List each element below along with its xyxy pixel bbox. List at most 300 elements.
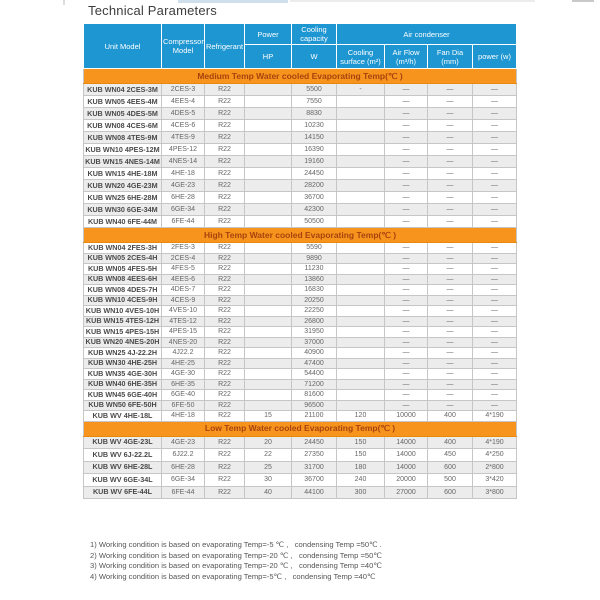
- fan-dia-cell: —: [428, 168, 473, 180]
- power-hp-cell: [245, 327, 292, 338]
- air-flow-cell: 14000: [385, 436, 428, 449]
- power-hp-cell: [245, 379, 292, 390]
- air-flow-cell: —: [385, 253, 428, 264]
- power-hp-cell: [245, 120, 292, 132]
- table-row: [84, 358, 517, 369]
- refrigerant-cell: R22: [205, 243, 245, 254]
- fan-dia-cell: —: [428, 216, 473, 228]
- cooling-surface-cell: [337, 216, 385, 228]
- unit-model-cell: KUB WN05 4EES-4M: [84, 96, 162, 108]
- refrigerant-cell: R22: [205, 274, 245, 285]
- cooling-surface-cell: 300: [337, 486, 385, 499]
- unit-model-cell: KUB WN20 4GE-23M: [84, 180, 162, 192]
- power-w-cell: —: [473, 120, 517, 132]
- power-w-cell: 4*190: [473, 411, 517, 422]
- compressor-model-cell: 2FES-3: [162, 243, 205, 254]
- table-row: [84, 96, 517, 108]
- cooling-capacity-w-cell: 37000: [292, 337, 337, 348]
- table-row: [84, 348, 517, 359]
- power-hp-cell: 40: [245, 486, 292, 499]
- compressor-model-cell: 6GE-34: [162, 474, 205, 487]
- compressor-model-cell: 6GE-34: [162, 204, 205, 216]
- unit-model-cell: KUB WN10 4VES-10H: [84, 306, 162, 317]
- air-flow-cell: —: [385, 132, 428, 144]
- compressor-model-cell: 4DES-7: [162, 285, 205, 296]
- col-header-cooling-surface: Cooling surface (m²): [337, 45, 385, 69]
- power-hp-cell: 25: [245, 461, 292, 474]
- power-w-cell: 2*800: [473, 461, 517, 474]
- power-hp-cell: [245, 369, 292, 380]
- refrigerant-cell: R22: [205, 216, 245, 228]
- refrigerant-cell: R22: [205, 96, 245, 108]
- cooling-capacity-w-cell: 5590: [292, 243, 337, 254]
- unit-model-cell: KUB WN15 4NES-14M: [85, 156, 160, 166]
- compressor-model-cell: 4GE-23: [162, 180, 205, 192]
- power-hp-cell: [245, 180, 292, 192]
- compressor-model-cell: 6HE-35: [162, 379, 205, 390]
- power-w-cell: —: [473, 358, 517, 369]
- compressor-model-cell: 4NES-20: [162, 337, 205, 348]
- power-hp-cell: [245, 96, 292, 108]
- unit-model-cell: KUB WN04 2FES-3H: [84, 243, 162, 254]
- compressor-model-cell: 6HE-28: [162, 192, 205, 204]
- power-hp-cell: [245, 132, 292, 144]
- compressor-model-cell: 4FES-5: [162, 264, 205, 275]
- refrigerant-cell: R22: [205, 180, 245, 192]
- fan-dia-cell: —: [428, 400, 473, 411]
- cooling-surface-cell: [337, 358, 385, 369]
- cooling-surface-cell: 180: [337, 461, 385, 474]
- unit-model-cell: KUB WN08 4CES-6M: [84, 120, 162, 132]
- refrigerant-cell: R22: [205, 144, 245, 156]
- power-w-cell: —: [473, 144, 517, 156]
- power-hp-cell: [245, 306, 292, 317]
- note: 4) Working condition is based on evaporating Temp=-5℃ , condensing Temp =40℃: [90, 571, 376, 581]
- cooling-capacity-w-cell: 71200: [292, 379, 337, 390]
- power-w-cell: —: [473, 400, 517, 411]
- compressor-model-cell: 4J22.2: [162, 348, 205, 359]
- unit-model-cell: KUB WV 6HE-28L: [84, 461, 162, 474]
- table-row: [84, 390, 517, 401]
- compressor-model-cell: 4TES-12: [162, 316, 205, 327]
- table-row: [84, 474, 517, 487]
- refrigerant-cell: R22: [205, 253, 245, 264]
- power-w-cell: —: [473, 192, 517, 204]
- cooling-capacity-w-cell: 27350: [292, 449, 337, 462]
- table-row: [84, 486, 517, 499]
- cooling-surface-cell: [337, 180, 385, 192]
- fan-dia-cell: 600: [428, 486, 473, 499]
- cooling-capacity-w-cell: 26800: [292, 316, 337, 327]
- compressor-model-cell: 2CES-4: [162, 253, 205, 264]
- unit-model-cell: KUB WV 6GE-34L: [84, 474, 162, 487]
- cooling-surface-cell: [337, 156, 385, 168]
- power-w-cell: —: [473, 132, 517, 144]
- table-row: [84, 400, 517, 411]
- compressor-model-cell: 4GE-30: [162, 369, 205, 380]
- refrigerant-cell: R22: [205, 390, 245, 401]
- unit-model-cell: KUB WV 6FE-44L: [84, 486, 162, 499]
- note: 1) Working condition is based on evaporating Temp=-5 ℃ , condensing Temp =50℃ .: [90, 540, 382, 549]
- table-row: [84, 337, 517, 348]
- cooling-capacity-w-cell: 54400: [292, 369, 337, 380]
- compressor-model-cell: 6HE-28: [162, 461, 205, 474]
- power-w-cell: —: [473, 337, 517, 348]
- fan-dia-cell: 400: [428, 411, 473, 422]
- power-hp-cell: [245, 274, 292, 285]
- compressor-model-cell: 4HE-25: [162, 358, 205, 369]
- unit-model-cell: KUB WN08 4DES-7H: [84, 285, 162, 296]
- cooling-capacity-w-cell: 47400: [292, 358, 337, 369]
- unit-model-cell: KUB WN25 6HE-28M: [84, 192, 162, 204]
- table-row: [84, 108, 517, 120]
- fan-dia-cell: —: [428, 327, 473, 338]
- cooling-surface-cell: [337, 295, 385, 306]
- air-flow-cell: —: [385, 108, 428, 120]
- fan-dia-cell: —: [428, 295, 473, 306]
- air-flow-cell: —: [385, 120, 428, 132]
- cooling-capacity-w-cell: 5500: [292, 84, 337, 96]
- table-row: [84, 132, 517, 144]
- refrigerant-cell: R22: [205, 348, 245, 359]
- air-flow-cell: 10000: [385, 411, 428, 422]
- power-w-cell: —: [473, 243, 517, 254]
- power-hp-cell: [245, 264, 292, 275]
- unit-model-cell: KUB WN10 4CES-9H: [84, 295, 162, 306]
- power-w-cell: —: [473, 327, 517, 338]
- power-w-cell: —: [473, 348, 517, 359]
- power-w-cell: —: [473, 180, 517, 192]
- col-header-power-w: power (w): [473, 45, 517, 69]
- table-row: [84, 216, 517, 228]
- fan-dia-cell: 450: [428, 449, 473, 462]
- air-flow-cell: 20000: [385, 474, 428, 487]
- table-row: [84, 379, 517, 390]
- fan-dia-cell: —: [428, 96, 473, 108]
- compressor-model-cell: 4EES-6: [162, 274, 205, 285]
- table-row: [84, 243, 517, 254]
- cooling-surface-cell: 150: [337, 449, 385, 462]
- fan-dia-cell: —: [428, 204, 473, 216]
- compressor-model-cell: 4NES-14: [162, 156, 205, 168]
- cooling-surface-cell: [337, 379, 385, 390]
- air-flow-cell: —: [385, 295, 428, 306]
- unit-model-cell: KUB WN08 4TES-9M: [84, 132, 162, 144]
- air-flow-cell: —: [385, 243, 428, 254]
- table-row: [84, 449, 517, 462]
- fan-dia-cell: 600: [428, 461, 473, 474]
- power-hp-cell: [245, 390, 292, 401]
- power-hp-cell: 22: [245, 449, 292, 462]
- fan-dia-cell: —: [428, 274, 473, 285]
- header-row-groups: [84, 24, 517, 45]
- power-w-cell: —: [473, 295, 517, 306]
- table-row: [84, 369, 517, 380]
- unit-model-cell: KUB WV 6J-22.2L: [84, 449, 162, 462]
- compressor-model-cell: 4DES-5: [162, 108, 205, 120]
- power-w-cell: —: [473, 96, 517, 108]
- refrigerant-cell: R22: [205, 306, 245, 317]
- col-header-refrigerant: Refrigerant: [205, 24, 245, 69]
- table-row: [84, 264, 517, 275]
- unit-model-cell: KUB WN40 6FE-44M: [84, 216, 162, 228]
- cooling-surface-cell: [337, 274, 385, 285]
- fan-dia-cell: —: [428, 108, 473, 120]
- col-header-cooling-capacity-group: Cooling capacity: [292, 24, 337, 45]
- unit-model-cell: KUB WN08 4EES-6H: [84, 274, 162, 285]
- unit-model-cell: KUB WV 4GE-23L: [84, 436, 162, 449]
- cooling-surface-cell: -: [337, 84, 385, 96]
- cooling-capacity-w-cell: 36700: [292, 192, 337, 204]
- table-row: [84, 253, 517, 264]
- power-hp-cell: [245, 204, 292, 216]
- fan-dia-cell: —: [428, 348, 473, 359]
- cooling-surface-cell: 240: [337, 474, 385, 487]
- cooling-surface-cell: [337, 108, 385, 120]
- air-flow-cell: —: [385, 216, 428, 228]
- power-hp-cell: [245, 192, 292, 204]
- cooling-capacity-w-cell: 16830: [292, 285, 337, 296]
- compressor-model-cell: 4HE-18: [162, 168, 205, 180]
- fan-dia-cell: —: [428, 144, 473, 156]
- refrigerant-cell: R22: [205, 400, 245, 411]
- power-w-cell: —: [473, 168, 517, 180]
- refrigerant-cell: R22: [205, 108, 245, 120]
- power-w-cell: —: [473, 316, 517, 327]
- cooling-capacity-w-cell: 50500: [292, 216, 337, 228]
- unit-model-cell: KUB WN35 4GE-30H: [84, 369, 162, 380]
- cooling-surface-cell: [337, 120, 385, 132]
- power-hp-cell: [245, 400, 292, 411]
- air-flow-cell: —: [385, 285, 428, 296]
- power-w-cell: —: [473, 274, 517, 285]
- cooling-surface-cell: [337, 400, 385, 411]
- power-hp-cell: [245, 348, 292, 359]
- refrigerant-cell: R22: [205, 316, 245, 327]
- compressor-model-cell: 6J22.2: [162, 449, 205, 462]
- note: 3) Working condition is based on evaporating Temp=-20 ℃ , condensing Temp =40℃: [90, 561, 382, 571]
- power-w-cell: —: [473, 156, 517, 168]
- compressor-model-cell: 4PES-12: [162, 144, 205, 156]
- cooling-capacity-w-cell: 16390: [292, 144, 337, 156]
- unit-model-cell: KUB WN05 4DES-5M: [84, 108, 162, 120]
- refrigerant-cell: R22: [205, 449, 245, 462]
- table-row: [84, 327, 517, 338]
- col-header-air-flow: Air Flow (m³/h): [385, 45, 428, 69]
- unit-model-cell: KUB WN45 6GE-40H: [84, 390, 162, 401]
- unit-model-cell: KUB WN05 4FES-5H: [84, 264, 162, 275]
- table-header: [84, 24, 517, 69]
- power-hp-cell: [245, 144, 292, 156]
- table-row: [84, 120, 517, 132]
- cooling-capacity-w-cell: 14150: [292, 132, 337, 144]
- compressor-model-cell: 6FE-44: [162, 216, 205, 228]
- air-flow-cell: —: [385, 274, 428, 285]
- power-hp-cell: [245, 168, 292, 180]
- top-edge-artifact: [572, 0, 594, 2]
- cooling-surface-cell: [337, 253, 385, 264]
- table-row: [84, 316, 517, 327]
- cooling-capacity-w-cell: 24450: [292, 168, 337, 180]
- table-row: [84, 156, 517, 168]
- section-header-low: [84, 421, 517, 436]
- air-flow-cell: —: [385, 327, 428, 338]
- cooling-capacity-w-cell: 19160: [292, 156, 337, 168]
- power-hp-cell: 15: [245, 411, 292, 422]
- cooling-surface-cell: [337, 192, 385, 204]
- cooling-surface-cell: [337, 316, 385, 327]
- refrigerant-cell: R22: [205, 204, 245, 216]
- air-flow-cell: —: [385, 369, 428, 380]
- cooling-capacity-w-cell: 42300: [292, 204, 337, 216]
- compressor-model-cell: 4TES-9: [162, 132, 205, 144]
- power-hp-cell: [245, 285, 292, 296]
- power-w-cell: —: [473, 108, 517, 120]
- air-flow-cell: 14000: [385, 449, 428, 462]
- cooling-surface-cell: [337, 306, 385, 317]
- cooling-surface-cell: [337, 264, 385, 275]
- air-flow-cell: —: [385, 84, 428, 96]
- compressor-model-cell: 4HE-18: [162, 411, 205, 422]
- compressor-model-cell: 6FE-44: [162, 486, 205, 499]
- cooling-surface-cell: [337, 144, 385, 156]
- fan-dia-cell: —: [428, 253, 473, 264]
- cooling-capacity-w-cell: 96500: [292, 400, 337, 411]
- air-flow-cell: —: [385, 204, 428, 216]
- table-row: [84, 306, 517, 317]
- cooling-surface-cell: [337, 369, 385, 380]
- power-hp-cell: [245, 253, 292, 264]
- cooling-capacity-w-cell: 31950: [292, 327, 337, 338]
- air-flow-cell: —: [385, 400, 428, 411]
- cooling-surface-cell: 120: [337, 411, 385, 422]
- cooling-surface-cell: 150: [337, 436, 385, 449]
- cooling-capacity-w-cell: 7550: [292, 96, 337, 108]
- fan-dia-cell: —: [428, 306, 473, 317]
- refrigerant-cell: R22: [205, 84, 245, 96]
- cooling-capacity-w-cell: 8830: [292, 108, 337, 120]
- table-row: [84, 204, 517, 216]
- fan-dia-cell: —: [428, 120, 473, 132]
- table-row: [84, 192, 517, 204]
- table-row: [84, 180, 517, 192]
- air-flow-cell: 14000: [385, 461, 428, 474]
- power-w-cell: 4*250: [473, 449, 517, 462]
- cooling-capacity-w-cell: 21100: [292, 411, 337, 422]
- section-title: Low Temp Water cooled Evaporating Temp(℃ ): [84, 421, 517, 436]
- fan-dia-cell: —: [428, 316, 473, 327]
- power-hp-cell: [245, 156, 292, 168]
- air-flow-cell: —: [385, 192, 428, 204]
- power-hp-cell: [245, 358, 292, 369]
- power-hp-cell: 20: [245, 436, 292, 449]
- refrigerant-cell: R22: [205, 436, 245, 449]
- power-w-cell: —: [473, 306, 517, 317]
- unit-model-cell: KUB WN15 4TES-12H: [84, 316, 162, 327]
- refrigerant-cell: R22: [205, 486, 245, 499]
- table-row: [84, 285, 517, 296]
- table-row: [84, 144, 517, 156]
- col-header-fan-dia: Fan Dia (mm): [428, 45, 473, 69]
- cooling-capacity-w-cell: 10230: [292, 120, 337, 132]
- compressor-model-cell: 2CES-3: [162, 84, 205, 96]
- cooling-capacity-w-cell: 24450: [292, 436, 337, 449]
- air-flow-cell: —: [385, 358, 428, 369]
- power-w-cell: —: [473, 264, 517, 275]
- fan-dia-cell: 500: [428, 474, 473, 487]
- power-hp-cell: [245, 216, 292, 228]
- air-flow-cell: —: [385, 264, 428, 275]
- fan-dia-cell: —: [428, 390, 473, 401]
- refrigerant-cell: R22: [205, 132, 245, 144]
- table-row: [84, 461, 517, 474]
- col-header-power-group: Power: [245, 24, 292, 45]
- table-row: [84, 411, 517, 422]
- refrigerant-cell: R22: [205, 168, 245, 180]
- technical-parameters-table: [83, 23, 517, 499]
- compressor-model-cell: 4GE-23: [162, 436, 205, 449]
- unit-model-cell: KUB WN15 4HE-18M: [84, 168, 162, 180]
- air-flow-cell: —: [385, 390, 428, 401]
- fan-dia-cell: —: [428, 243, 473, 254]
- cooling-surface-cell: [337, 204, 385, 216]
- compressor-model-cell: 4EES-4: [162, 96, 205, 108]
- unit-model-cell: KUB WN50 6FE-50H: [84, 400, 162, 411]
- table-body: [84, 69, 517, 499]
- power-w-cell: —: [473, 285, 517, 296]
- compressor-model-cell: 6FE-50: [162, 400, 205, 411]
- air-flow-cell: —: [385, 144, 428, 156]
- cooling-surface-cell: [337, 168, 385, 180]
- fan-dia-cell: —: [428, 264, 473, 275]
- refrigerant-cell: R22: [205, 461, 245, 474]
- refrigerant-cell: R22: [205, 264, 245, 275]
- power-w-cell: —: [473, 84, 517, 96]
- fan-dia-cell: —: [428, 180, 473, 192]
- fan-dia-cell: —: [428, 156, 473, 168]
- air-flow-cell: —: [385, 306, 428, 317]
- cooling-capacity-w-cell: 11230: [292, 264, 337, 275]
- unit-model-cell: KUB WN30 6GE-34M: [84, 204, 162, 216]
- section-header-high: [84, 228, 517, 243]
- unit-model-cell: KUB WN05 2CES-4H: [84, 253, 162, 264]
- section-header-medium: [84, 69, 517, 84]
- air-flow-cell: 27000: [385, 486, 428, 499]
- refrigerant-cell: R22: [205, 327, 245, 338]
- refrigerant-cell: R22: [205, 285, 245, 296]
- table-row: [84, 436, 517, 449]
- fan-dia-cell: —: [428, 358, 473, 369]
- section-title: High Temp Water cooled Evaporating Temp(℃ ): [84, 228, 517, 243]
- power-hp-cell: [245, 108, 292, 120]
- compressor-model-cell: 4CES-9: [162, 295, 205, 306]
- power-w-cell: —: [473, 253, 517, 264]
- power-hp-cell: [245, 337, 292, 348]
- fan-dia-cell: 400: [428, 436, 473, 449]
- refrigerant-cell: R22: [205, 337, 245, 348]
- unit-model-cell: KUB WN30 4HE-25H: [84, 358, 162, 369]
- col-header-air-condenser-group: Air condenser: [337, 24, 517, 45]
- power-hp-cell: 30: [245, 474, 292, 487]
- power-w-cell: —: [473, 379, 517, 390]
- power-w-cell: 3*420: [473, 474, 517, 487]
- note: 2) Working condition is based on evaporating Temp=-20 ℃ , condensing Temp =50℃: [90, 550, 382, 560]
- fan-dia-cell: —: [428, 337, 473, 348]
- power-w-cell: —: [473, 390, 517, 401]
- unit-model-cell: KUB WV 4HE-18L: [84, 411, 162, 422]
- refrigerant-cell: R22: [205, 474, 245, 487]
- section-title: Medium Temp Water cooled Evaporating Temp(℃ ): [84, 69, 517, 84]
